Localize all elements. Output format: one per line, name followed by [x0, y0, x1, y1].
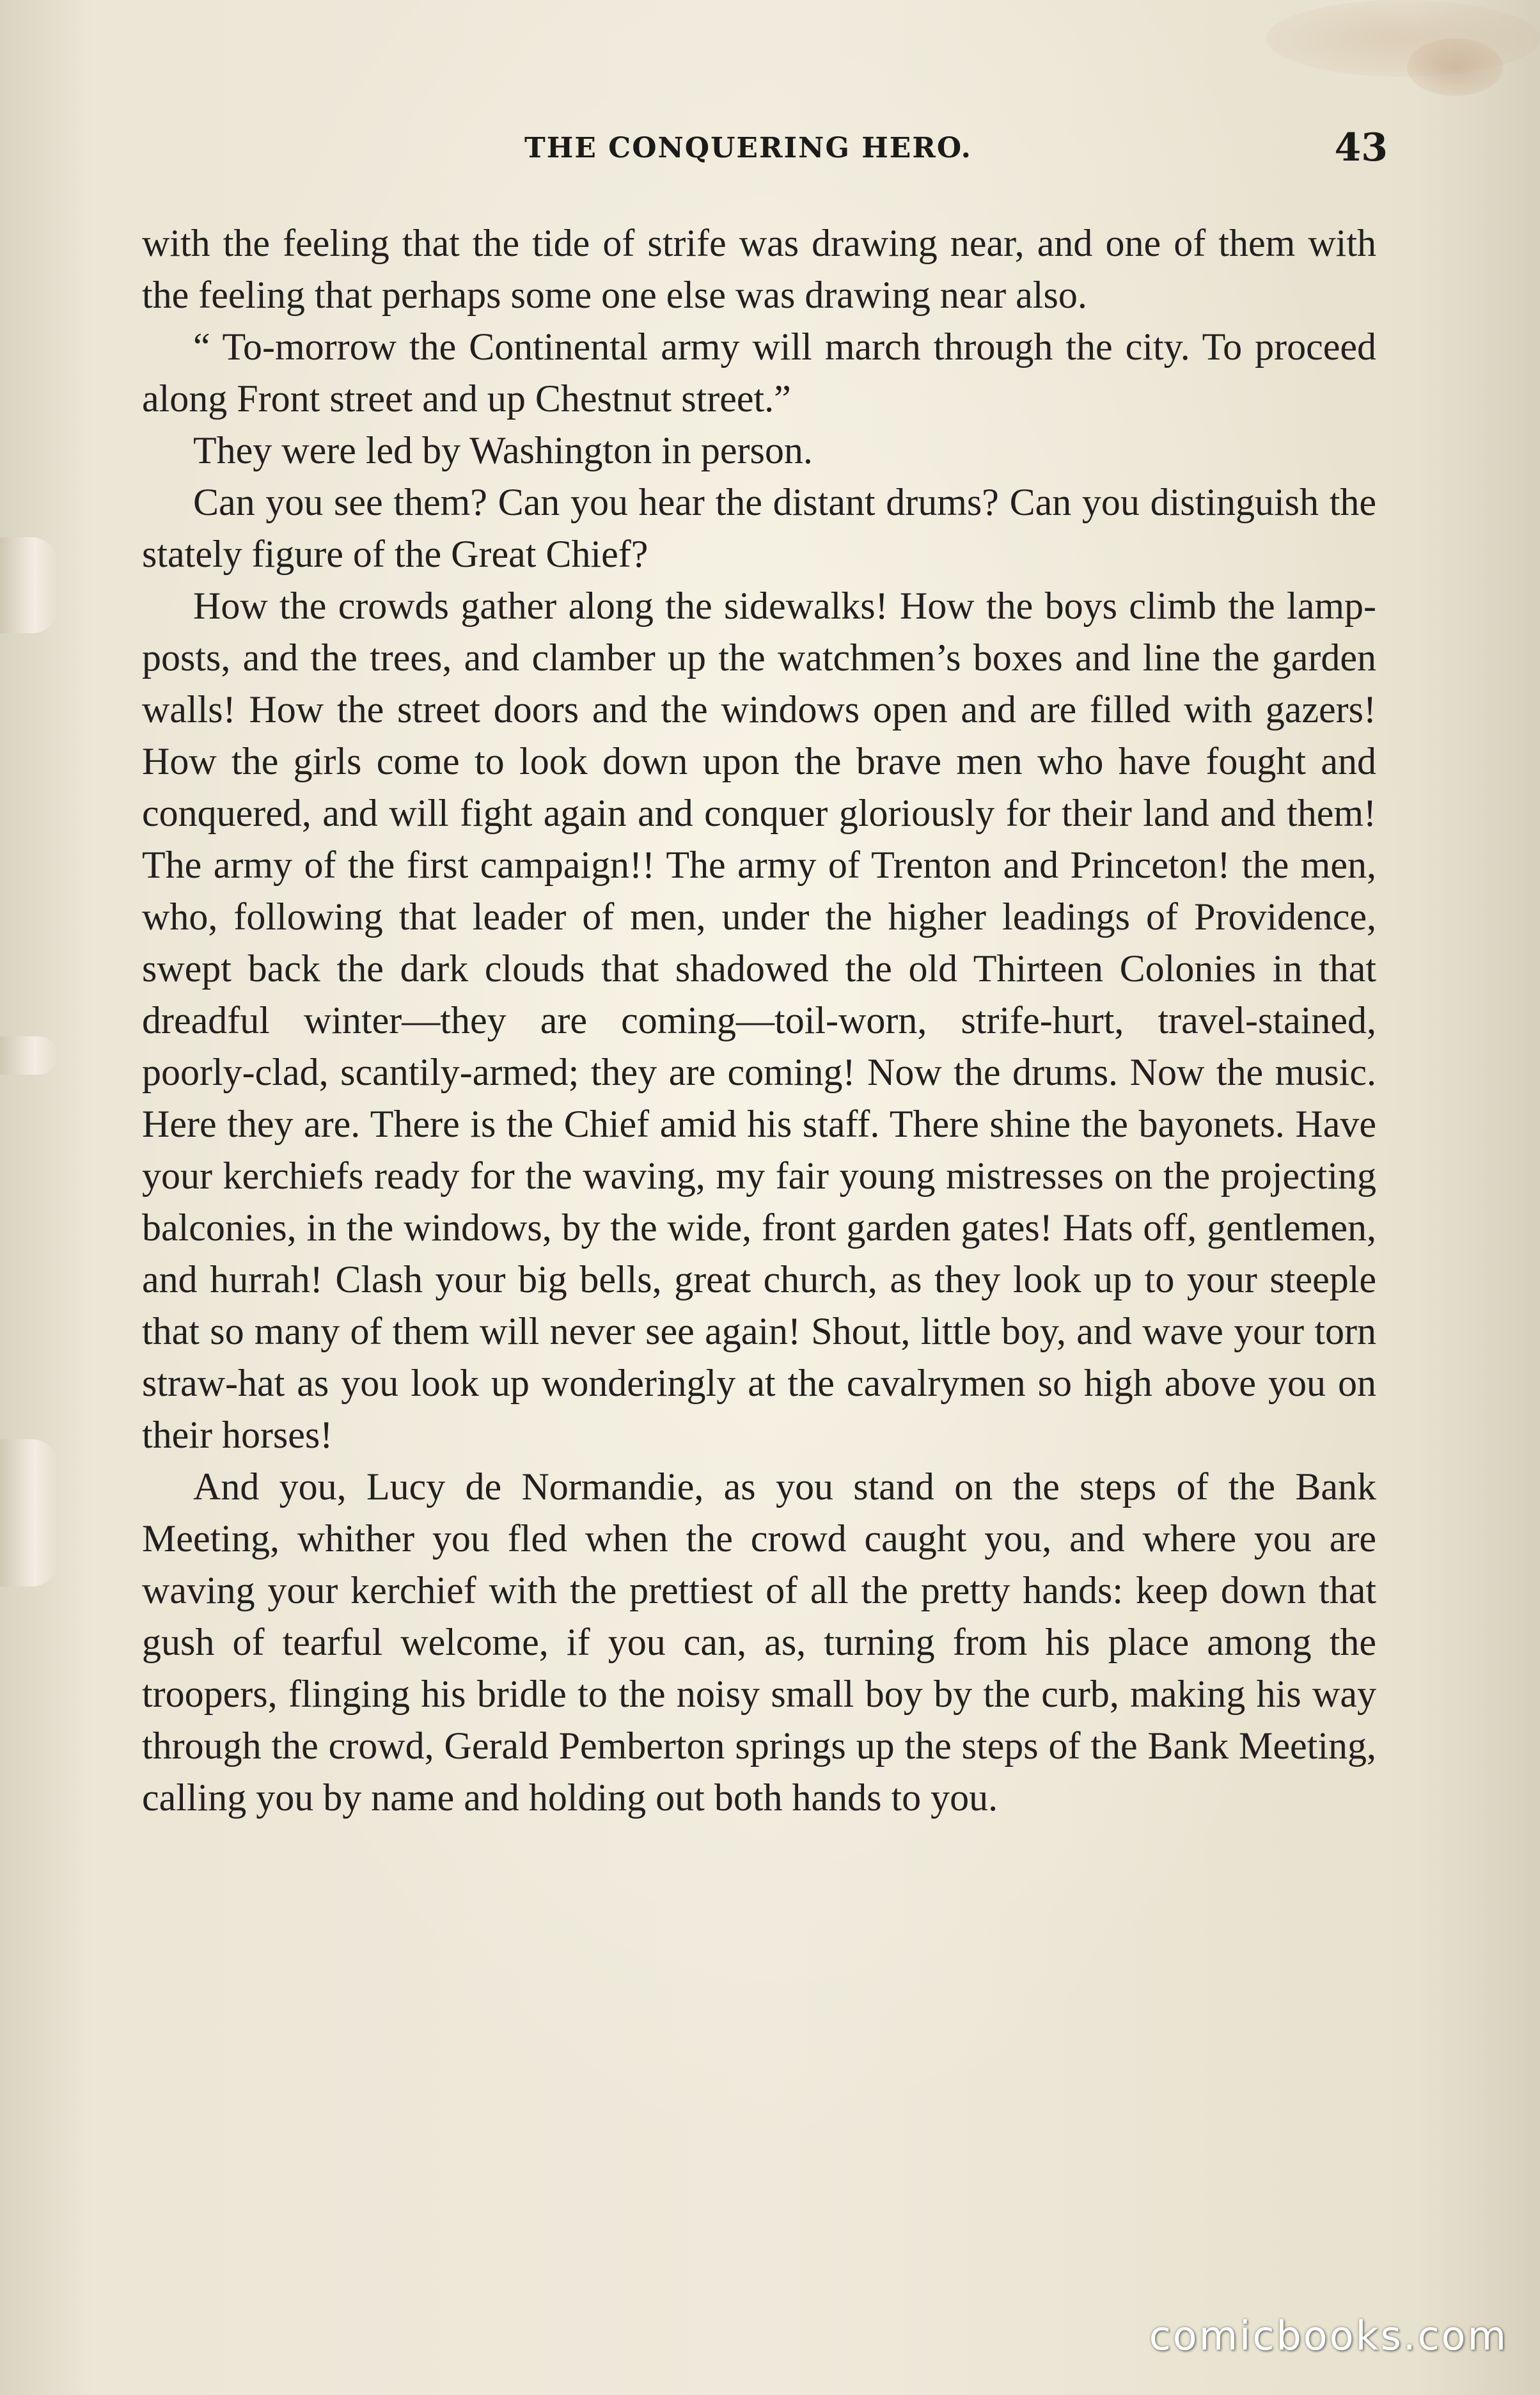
paragraph: They were led by Washington in person. — [193, 429, 813, 471]
paragraph: with the feeling that the tide of strife was drawing near, and one of them with the feeling that perhaps some one else was drawing near also. — [142, 222, 1376, 316]
paragraph: Can you see them? Can you hear the distant drums? Can you distinguish the stately figure of the Great Chief? — [142, 481, 1376, 575]
running-title: THE CONQUERING HERO. — [524, 132, 972, 164]
paper-stain — [1266, 0, 1540, 77]
paragraph: And you, Lucy de Normandie, as you stand on the steps of the Bank Meeting, whither you fled when the crowd caught you, and where you are waving your kerchief with the prettiest of all the pretty hands: keep down that gush of tearful welcome, if you can, as, turning from his place among the troopers, flinging his bridle to the noisy small boy by the curb, making his way through the crowd, Gerald Pemberton springs up the steps of the Bank Meeting, calling you by name and holding out both hands to you. — [142, 1466, 1376, 1819]
watermark: comicbooks.com — [1149, 2312, 1508, 2359]
paragraph: “ To-morrow the Continental army will march through the city. To proceed along Front street and up Chestnut street.” — [142, 326, 1376, 420]
page-edge-tear — [0, 1439, 58, 1586]
body-text — [142, 217, 1376, 1824]
paragraph: How the crowds gather along the sidewalks! How the boys climb the lamp-posts, and the trees, and clamber up the watchmen’s boxes and line the garden walls! How the street doors and the windows open and are filled with gazers! How the girls come to look down upon the brave men who have fought and conquered, and will fight again and conquer gloriously for their land and them! The army of the first campaign!! The army of Trenton and Princeton! the men, who, following that leader of men, under the higher leadings of Providence, swept back the dark clouds that shadowed the old Thirteen Colonies in that dreadful winter—they are coming—toil-worn, strife-hurt, travel-stained, poorly-clad, scantily-armed; they are coming! Now the drums. Now the music. Here they are. There is the Chief amid his staff. There shine the bayonets. Have your kerchiefs ready for the waving, my fair young mistresses on the projecting balconies, in the windows, by the wide, front garden gates! Hats off, gentlemen, and hurrah! Clash your big bells, great church, as they look up to your steeple that so many of them will never see again! Shout, little boy, and wave your torn straw-hat as you look up wonderingly at the cavalrymen so high above you on their horses! — [142, 585, 1376, 1456]
paper-stain — [1407, 38, 1503, 96]
page-edge-tear — [0, 537, 58, 633]
page-header — [141, 125, 1388, 177]
page-number: 43 — [1334, 125, 1388, 170]
page-edge-tear — [0, 1036, 58, 1075]
